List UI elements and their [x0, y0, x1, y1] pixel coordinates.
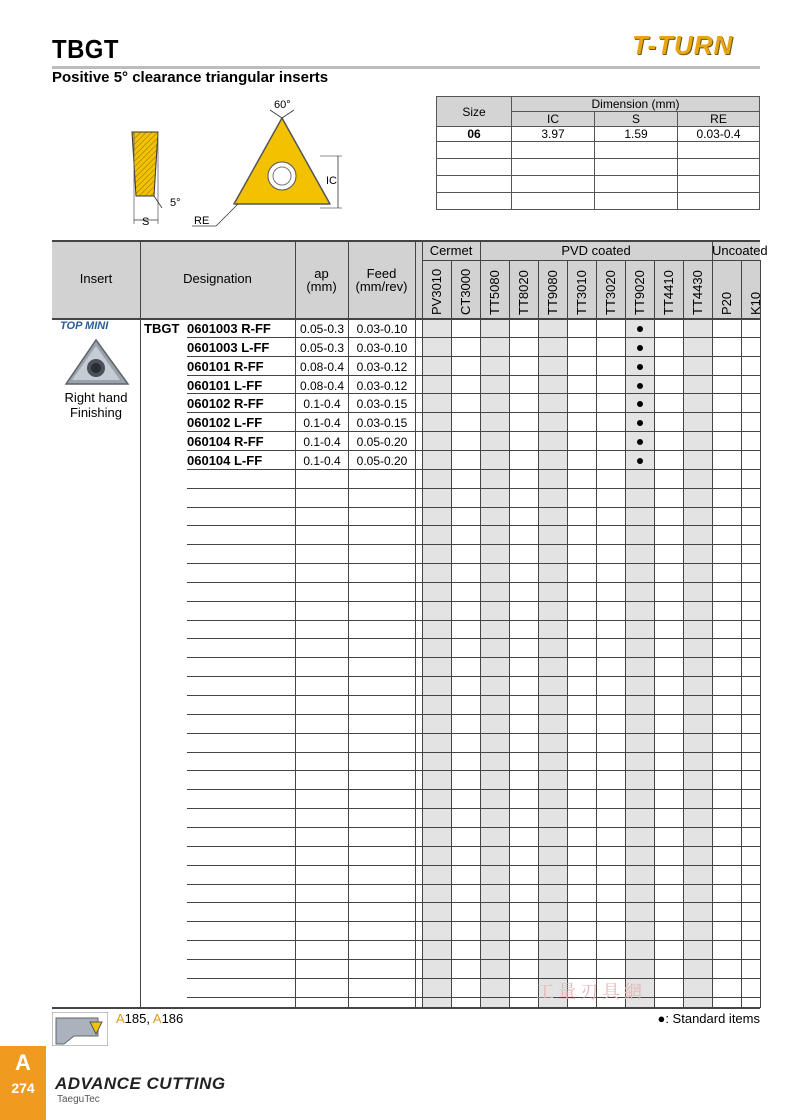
- grid-line: [187, 846, 760, 847]
- grid-line: [187, 507, 760, 508]
- column-shade: [481, 319, 509, 1008]
- designation-prefix: TBGT: [144, 321, 180, 336]
- watermark: 工量刃具網: [536, 982, 646, 1002]
- grid-line: [187, 752, 760, 753]
- insert-photo-icon: [62, 336, 132, 388]
- page-tab: [0, 1046, 46, 1120]
- empty-row: [437, 193, 760, 210]
- grid-line: [187, 450, 760, 451]
- feed-header: Feed (mm/rev): [355, 266, 408, 294]
- grid-line: [187, 997, 760, 998]
- grid-line: [596, 260, 597, 1008]
- grid-line: [187, 412, 760, 413]
- standard-item-dot: [637, 383, 643, 389]
- dimension-header: Dimension (mm): [512, 97, 760, 112]
- grid-line: [187, 714, 760, 715]
- dimension-table: [436, 96, 760, 210]
- triangle-insert-icon: [192, 99, 342, 227]
- standard-item-dot: [637, 420, 643, 426]
- standard-item-dot: [637, 458, 643, 464]
- column-shade: [423, 319, 451, 1008]
- grid-line: [187, 770, 760, 771]
- grade-header-tt8020: TT8020: [516, 270, 531, 315]
- grid-line: [187, 959, 760, 960]
- insert-drawing: [120, 96, 360, 232]
- size-cell: 06: [437, 127, 512, 142]
- size-header: Size: [437, 97, 512, 127]
- grid-line: [538, 260, 539, 1008]
- grid-line: [52, 240, 760, 242]
- designation-cell: 0601003 R-FF: [187, 321, 271, 336]
- grid-line: [187, 375, 760, 376]
- grid-line: [187, 544, 760, 545]
- grid-line: [683, 260, 684, 1008]
- grade-header-tt5080: TT5080: [487, 270, 502, 315]
- ref2-number: 186: [161, 1011, 184, 1026]
- grade-header-tt3020: TT3020: [603, 270, 618, 315]
- designation-cell: 060102 R-FF: [187, 396, 264, 412]
- grid-line: [187, 657, 760, 658]
- ref1-letter: A: [116, 1011, 125, 1026]
- grade-header-tt4410: TT4410: [661, 270, 676, 315]
- grid-line: [187, 695, 760, 696]
- designation-cell: 060102 L-FF: [187, 415, 263, 431]
- reference-pages: [116, 1011, 183, 1026]
- page-title: TBGT: [52, 34, 119, 64]
- grid-line: [187, 827, 760, 828]
- feed-cell: 0.03-0.12: [356, 378, 408, 393]
- standard-item-dot: [637, 345, 643, 351]
- grid-line: [509, 260, 510, 1008]
- angle-label: 60°: [274, 99, 291, 111]
- ic-header: IC: [512, 112, 595, 127]
- grid-line: [760, 260, 761, 1008]
- group-header-pvd-coated: PVD coated: [561, 243, 631, 258]
- grid-line: [187, 978, 760, 979]
- grid-line: [187, 601, 760, 602]
- grid-line: [187, 884, 760, 885]
- ap-cell: 0.1-0.4: [303, 435, 341, 450]
- toolholder-icon: [52, 1012, 108, 1046]
- ic-label: IC: [326, 175, 337, 187]
- feed-cell: 0.03-0.10: [356, 322, 408, 336]
- s-label: S: [142, 216, 150, 228]
- legend-standard-items: ●: Standard items: [657, 1011, 760, 1026]
- side-view-icon: [132, 132, 181, 228]
- grid-line: [187, 356, 760, 357]
- designation-cell: 060101 L-FF: [187, 377, 263, 393]
- designation-cell: 060104 R-FF: [187, 434, 264, 450]
- designation-cell: 0601003 L-FF: [187, 339, 270, 355]
- re-header: RE: [678, 112, 760, 127]
- feed-cell: 0.03-0.10: [356, 340, 408, 355]
- grid-line: [187, 337, 760, 338]
- grid-line: [187, 921, 760, 922]
- page-subtitle: Positive 5° clearance triangular inserts: [52, 69, 329, 86]
- grid-line: [187, 488, 760, 489]
- ap-cell: 0.1-0.4: [303, 397, 341, 412]
- ap-cell: 0.08-0.4: [299, 378, 345, 393]
- ap-cell: 0.1-0.4: [303, 416, 341, 431]
- feed-cell: 0.03-0.12: [356, 359, 408, 374]
- brand-logo: T-TURN: [632, 30, 734, 60]
- grid-line: [187, 789, 760, 790]
- grid-line: [741, 260, 742, 1008]
- insert-header: Insert: [79, 271, 113, 286]
- grid-line: [187, 808, 760, 809]
- grid-line: [140, 240, 141, 1008]
- grade-header-k10: K10: [748, 291, 763, 315]
- group-header-uncoated: Uncoated: [712, 243, 768, 258]
- designation-cell: 060101 R-FF: [187, 358, 264, 374]
- grid-line: [654, 260, 655, 1008]
- grade-table: [52, 240, 768, 1008]
- ap-cell: 0.05-0.3: [299, 340, 345, 355]
- grid-line: [187, 431, 760, 432]
- feed-cell: 0.03-0.15: [356, 416, 408, 431]
- feed-cell: 0.03-0.15: [356, 397, 408, 412]
- feed-cell: 0.05-0.20: [356, 453, 408, 468]
- grade-header-ct3000: CT3000: [458, 268, 473, 315]
- grid-line: [187, 865, 760, 866]
- designation-header: Designation: [183, 271, 252, 286]
- column-shade: [539, 319, 567, 1008]
- grid-line: [187, 940, 760, 941]
- company-sub-logo: TaeguTec: [57, 1094, 100, 1105]
- insert-caption: Right hand: [64, 390, 128, 405]
- insert-caption: Finishing: [69, 405, 123, 420]
- grid-line: [187, 582, 760, 583]
- standard-item-dot: [637, 401, 643, 407]
- ap-cell: 0.05-0.3: [299, 322, 345, 336]
- grid-line: [422, 260, 760, 261]
- grid-line: [187, 563, 760, 564]
- standard-item-dot: [637, 364, 643, 370]
- grade-header-pv3010: PV3010: [429, 268, 444, 315]
- company-logo: ADVANCE CUTTING: [55, 1074, 226, 1093]
- re-cell: 0.03-0.4: [678, 127, 760, 142]
- ref2-letter: A: [152, 1011, 162, 1026]
- ref-separator: ,: [146, 1011, 153, 1026]
- empty-row: [437, 142, 760, 159]
- group-header-cermet: Cermet: [429, 243, 473, 258]
- ap-header: ap (mm): [306, 266, 337, 294]
- grade-header-tt9080: TT9080: [545, 270, 560, 315]
- top-mini-badge: TOP MINI: [60, 320, 109, 332]
- grid-line: [567, 260, 568, 1008]
- grade-header-p20: P20: [719, 291, 734, 315]
- grid-line: [451, 260, 452, 1008]
- grade-header-tt9020: TT9020: [632, 270, 647, 315]
- grid-line: [187, 638, 760, 639]
- page-number: 274: [11, 1080, 35, 1096]
- grid-line: [187, 469, 760, 470]
- standard-item-dot: [637, 326, 643, 332]
- re-label: RE: [194, 215, 210, 227]
- ref1-number: 185: [124, 1011, 147, 1026]
- clearance-label: 5°: [170, 197, 181, 209]
- empty-row: [437, 176, 760, 193]
- ap-cell: 0.08-0.4: [299, 359, 345, 374]
- ap-cell: 0.1-0.4: [303, 453, 341, 468]
- grid-line: [187, 620, 760, 621]
- grid-line: [187, 902, 760, 903]
- column-shade: [684, 319, 712, 1008]
- grid-line: [187, 393, 760, 394]
- grid-line: [625, 260, 626, 1008]
- grid-line: [187, 525, 760, 526]
- empty-row: [437, 159, 760, 176]
- s-header: S: [595, 112, 678, 127]
- feed-cell: 0.05-0.20: [356, 435, 408, 450]
- dimension-row: [437, 127, 760, 142]
- grid-line: [187, 676, 760, 677]
- s-cell: 1.59: [595, 127, 678, 142]
- page-letter: A: [15, 1050, 31, 1075]
- ic-cell: 3.97: [512, 127, 595, 142]
- grid-line: [187, 733, 760, 734]
- grade-header-tt4430: TT4430: [690, 270, 705, 315]
- standard-item-dot: [637, 439, 643, 445]
- grade-header-tt3010: TT3010: [574, 270, 589, 315]
- designation-cell: 060104 L-FF: [187, 452, 263, 468]
